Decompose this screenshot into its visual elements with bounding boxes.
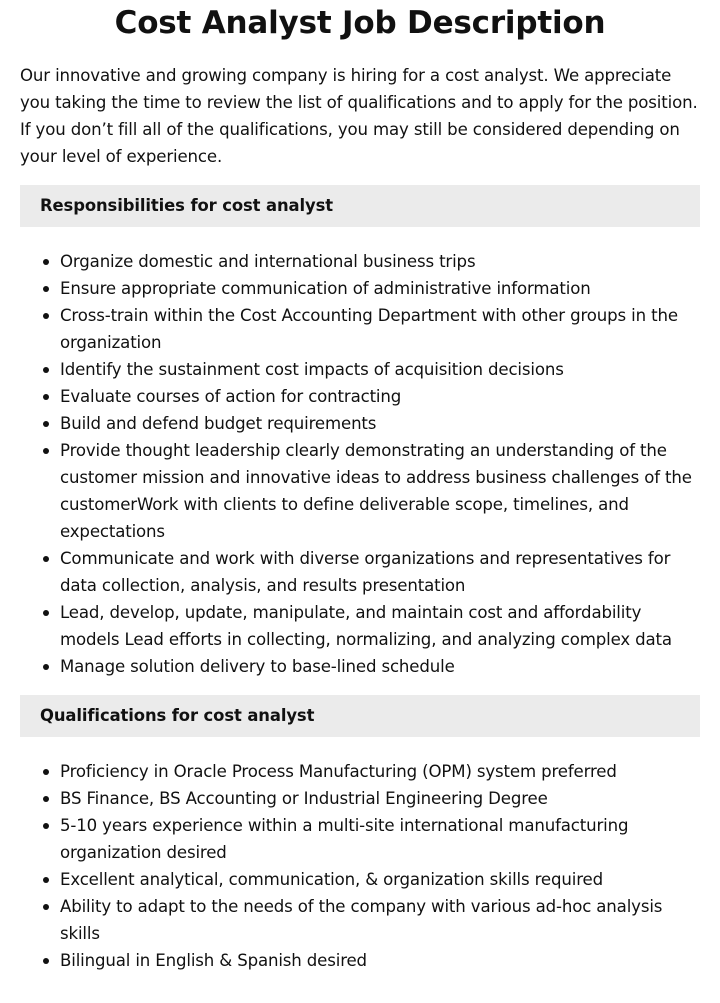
list-item: [60, 893, 700, 947]
bullet-icon: [43, 610, 49, 616]
list-item-text: Build and defend budget requirements: [60, 414, 377, 433]
bullet-icon: [43, 877, 49, 883]
list-item-text: Evaluate courses of action for contracting: [60, 387, 402, 406]
bullet-icon: [43, 259, 49, 265]
list-item: [60, 248, 700, 275]
list-item: [60, 947, 700, 974]
list-item: [60, 653, 700, 680]
page-title: Cost Analyst Job Description: [114, 5, 606, 41]
list-item-text: Cross-train within the Cost Accounting Department with other groups in the organization: [60, 306, 678, 352]
bullet-icon: [43, 448, 49, 454]
list-item: [60, 437, 700, 545]
list-item-text: Organize domestic and international business trips: [60, 252, 476, 271]
list-item-text: 5-10 years experience within a multi-site international manufacturing organization desired: [60, 816, 629, 862]
list-item-text: Ensure appropriate communication of administrative information: [60, 279, 591, 298]
list-item-text: Communicate and work with diverse organizations and representatives for data collection, analysis, and results presentation: [60, 549, 671, 595]
bullet-icon: [43, 394, 49, 400]
bullet-icon: [43, 421, 49, 427]
bullet-icon: [43, 367, 49, 373]
responsibilities-heading: Responsibilities for cost analyst: [20, 185, 700, 227]
list-item: [60, 410, 700, 437]
list-item: [60, 275, 700, 302]
list-item-text: Manage solution delivery to base-lined schedule: [60, 657, 455, 676]
list-item-text: Bilingual in English & Spanish desired: [60, 951, 367, 970]
list-item: [60, 356, 700, 383]
list-item: [60, 545, 700, 599]
list-item: [60, 758, 700, 785]
list-item: [60, 383, 700, 410]
list-item-text: Lead, develop, update, manipulate, and maintain cost and affordability models Lead efforts in collecting, normalizing, and analyzing complex data: [60, 603, 672, 649]
list-item-text: Provide thought leadership clearly demonstrating an understanding of the customer mission and innovative ideas to address business challenges of the customerWork with clients to define deliverable scope, timelines, and expectations: [60, 441, 692, 541]
qualifications-list: [20, 758, 700, 974]
list-item: [60, 812, 700, 866]
intro-paragraph: Our innovative and growing company is hiring for a cost analyst. We appreciate you taking the time to review the list of qualifications and to apply for the position. If you don’t fill all of the qualifications, you may still be considered depending on your level of experience.: [20, 66, 698, 166]
bullet-icon: [43, 664, 49, 670]
list-item-text: Proficiency in Oracle Process Manufacturing (OPM) system preferred: [60, 762, 617, 781]
bullet-icon: [43, 313, 49, 319]
bullet-icon: [43, 958, 49, 964]
qualifications-heading: Qualifications for cost analyst: [20, 695, 700, 737]
list-item: [60, 302, 700, 356]
bullet-icon: [43, 769, 49, 775]
bullet-icon: [43, 823, 49, 829]
list-item: [60, 785, 700, 812]
list-item: [60, 866, 700, 893]
bullet-icon: [43, 556, 49, 562]
list-item-text: BS Finance, BS Accounting or Industrial Engineering Degree: [60, 789, 548, 808]
list-item-text: Excellent analytical, communication, & organization skills required: [60, 870, 603, 889]
list-item-text: Ability to adapt to the needs of the company with various ad-hoc analysis skills: [60, 897, 663, 943]
bullet-icon: [43, 796, 49, 802]
list-item: [60, 599, 700, 653]
bullet-icon: [43, 286, 49, 292]
bullet-icon: [43, 904, 49, 910]
responsibilities-list: [20, 248, 700, 680]
list-item-text: Identify the sustainment cost impacts of acquisition decisions: [60, 360, 564, 379]
